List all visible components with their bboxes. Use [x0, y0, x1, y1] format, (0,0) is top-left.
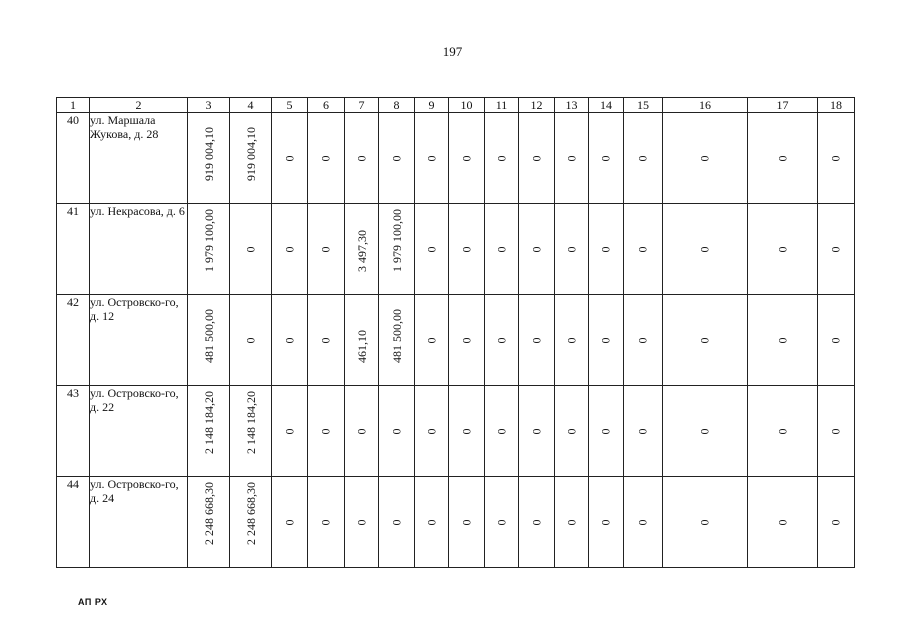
cell-value: 0: [697, 428, 712, 434]
table-row: [57, 113, 855, 204]
header-row: [57, 98, 855, 113]
table-cell: [308, 477, 345, 568]
cell-value: 3 497,30: [354, 230, 369, 272]
cell-value: 0: [389, 428, 403, 434]
cell-value: 0: [529, 519, 543, 525]
table-row: [57, 204, 855, 295]
table-cell: [818, 204, 855, 295]
table-cell: [624, 113, 663, 204]
cell-value: 1 979 100,00: [201, 209, 216, 272]
cell-value: 0: [494, 519, 508, 525]
table-cell: [272, 477, 308, 568]
table-cell: [272, 386, 308, 477]
table-cell: [748, 386, 818, 477]
row-number: 44: [57, 477, 90, 568]
table-cell: [589, 477, 624, 568]
cell-value: 0: [354, 428, 368, 434]
table-cell: [555, 204, 589, 295]
cell-value: 0: [354, 519, 368, 525]
table-cell: [272, 113, 308, 204]
cell-value: 0: [282, 337, 296, 343]
table-cell: [449, 477, 485, 568]
table-cell: [345, 295, 379, 386]
table-row: [57, 386, 855, 477]
cell-value: 0: [459, 246, 473, 252]
cell-value: 0: [697, 519, 712, 525]
table-cell: [379, 113, 415, 204]
cell-value: 0: [775, 519, 789, 525]
column-header: 13: [555, 98, 589, 113]
table-cell: [188, 204, 230, 295]
cell-value: 0: [775, 337, 789, 343]
table-cell: [230, 204, 272, 295]
cell-value: 461,10: [354, 330, 369, 363]
cell-value: 2 248 668,30: [243, 482, 258, 545]
cell-value: 0: [282, 519, 296, 525]
cell-value: 0: [828, 519, 843, 525]
table-cell: [555, 477, 589, 568]
cell-value: 0: [697, 155, 712, 161]
cell-value: 0: [697, 246, 712, 252]
table-cell: [345, 204, 379, 295]
cell-value: 0: [354, 155, 368, 161]
table-cell: [663, 113, 748, 204]
cell-value: 0: [598, 519, 613, 525]
column-header: 14: [589, 98, 624, 113]
cell-value: 0: [494, 155, 508, 161]
cell-value: 0: [564, 337, 578, 343]
table-cell: [485, 477, 519, 568]
table-cell: [485, 204, 519, 295]
cell-value: 481 500,00: [389, 309, 404, 363]
table-cell: [308, 295, 345, 386]
cell-value: 0: [494, 337, 508, 343]
table-row: [57, 477, 855, 568]
table-cell: [345, 113, 379, 204]
cell-value: 0: [424, 428, 438, 434]
table-cell: [624, 204, 663, 295]
cell-value: 0: [282, 428, 296, 434]
table-cell: [345, 386, 379, 477]
cell-value: 0: [243, 337, 257, 343]
table-cell: [589, 113, 624, 204]
table-cell: [379, 204, 415, 295]
column-header: 5: [272, 98, 308, 113]
table-cell: [818, 477, 855, 568]
cell-value: 0: [828, 246, 843, 252]
cell-value: 0: [529, 246, 543, 252]
cell-value: 0: [282, 155, 296, 161]
column-header: 16: [663, 98, 748, 113]
address-cell: ул. Некрасова, д. 6: [90, 204, 188, 295]
table-cell: [748, 113, 818, 204]
cell-value: 0: [828, 155, 843, 161]
table-cell: [519, 295, 555, 386]
address-cell: ул. Маршала Жукова, д. 28: [90, 113, 188, 204]
column-header: 9: [415, 98, 449, 113]
table-cell: [379, 295, 415, 386]
column-header: 4: [230, 98, 272, 113]
cell-value: 0: [389, 519, 403, 525]
column-header: 8: [379, 98, 415, 113]
cell-value: 0: [243, 246, 257, 252]
table-cell: [519, 113, 555, 204]
table-cell: [663, 477, 748, 568]
table-cell: [748, 204, 818, 295]
cell-value: 0: [494, 428, 508, 434]
table-cell: [308, 386, 345, 477]
table-cell: [308, 113, 345, 204]
table-cell: [519, 204, 555, 295]
column-header: 3: [188, 98, 230, 113]
cell-value: 0: [424, 246, 438, 252]
row-number: 41: [57, 204, 90, 295]
cell-value: 0: [828, 337, 843, 343]
table-cell: [272, 295, 308, 386]
table-cell: [519, 386, 555, 477]
column-header: 10: [449, 98, 485, 113]
cell-value: 0: [564, 428, 578, 434]
cell-value: 0: [775, 246, 789, 252]
cell-value: 0: [775, 428, 789, 434]
cell-value: 0: [635, 519, 650, 525]
cell-value: 0: [318, 246, 333, 252]
cell-value: 0: [424, 155, 438, 161]
table-cell: [485, 113, 519, 204]
table-cell: [230, 113, 272, 204]
cell-value: 0: [697, 337, 712, 343]
cell-value: 919 004,10: [201, 127, 216, 181]
cell-value: 0: [389, 155, 403, 161]
table-cell: [663, 204, 748, 295]
cell-value: 919 004,10: [243, 127, 258, 181]
table-cell: [589, 386, 624, 477]
cell-value: 0: [564, 155, 578, 161]
table-cell: [415, 204, 449, 295]
table-cell: [345, 477, 379, 568]
cell-value: 0: [459, 155, 473, 161]
table-cell: [555, 386, 589, 477]
table-cell: [663, 386, 748, 477]
cell-value: 0: [459, 337, 473, 343]
cell-value: 2 148 184,20: [243, 391, 258, 454]
cell-value: 0: [564, 519, 578, 525]
cell-value: 0: [529, 428, 543, 434]
cell-value: 0: [424, 519, 438, 525]
cell-value: 0: [598, 155, 613, 161]
table-cell: [818, 386, 855, 477]
cell-value: 0: [828, 428, 843, 434]
table-cell: [485, 386, 519, 477]
cell-value: 0: [635, 155, 650, 161]
cell-value: 0: [494, 246, 508, 252]
column-header: 11: [485, 98, 519, 113]
table-cell: [449, 113, 485, 204]
table-cell: [624, 295, 663, 386]
cell-value: 481 500,00: [201, 309, 216, 363]
table-cell: [230, 295, 272, 386]
table-cell: [272, 204, 308, 295]
table-cell: [415, 386, 449, 477]
address-cell: ул. Островско-го, д. 22: [90, 386, 188, 477]
cell-value: 2 248 668,30: [201, 482, 216, 545]
column-header: 12: [519, 98, 555, 113]
footer-mark: АП РХ: [78, 597, 108, 607]
address-cell: ул. Островско-го, д. 12: [90, 295, 188, 386]
table-cell: [485, 295, 519, 386]
cell-value: 0: [564, 246, 578, 252]
table-cell: [379, 477, 415, 568]
table-cell: [188, 113, 230, 204]
cell-value: 0: [529, 155, 543, 161]
cell-value: 0: [282, 246, 296, 252]
table-cell: [818, 113, 855, 204]
table-cell: [449, 204, 485, 295]
table-cell: [624, 477, 663, 568]
table-cell: [663, 295, 748, 386]
table-cell: [624, 386, 663, 477]
table-cell: [188, 477, 230, 568]
cell-value: 0: [598, 428, 613, 434]
table-cell: [188, 386, 230, 477]
table-cell: [519, 477, 555, 568]
cell-value: 0: [635, 428, 650, 434]
table-cell: [589, 204, 624, 295]
cell-value: 0: [318, 155, 333, 161]
table-cell: [748, 477, 818, 568]
column-header: 6: [308, 98, 345, 113]
data-table: [56, 97, 855, 568]
table-cell: [589, 295, 624, 386]
column-header: 17: [748, 98, 818, 113]
cell-value: 0: [598, 337, 613, 343]
column-header: 2: [90, 98, 188, 113]
column-header: 7: [345, 98, 379, 113]
address-cell: ул. Островско-го, д. 24: [90, 477, 188, 568]
column-header: 18: [818, 98, 855, 113]
table-cell: [379, 386, 415, 477]
cell-value: 0: [775, 155, 789, 161]
cell-value: 2 148 184,20: [201, 391, 216, 454]
cell-value: 0: [635, 246, 650, 252]
cell-value: 0: [635, 337, 650, 343]
table-row: [57, 295, 855, 386]
cell-value: 0: [318, 337, 333, 343]
table-cell: [555, 113, 589, 204]
table-cell: [415, 295, 449, 386]
cell-value: 0: [459, 428, 473, 434]
column-header: 15: [624, 98, 663, 113]
row-number: 40: [57, 113, 90, 204]
table-cell: [449, 386, 485, 477]
cell-value: 0: [318, 519, 333, 525]
table-cell: [230, 477, 272, 568]
cell-value: 0: [529, 337, 543, 343]
row-number: 42: [57, 295, 90, 386]
cell-value: 0: [318, 428, 333, 434]
table-cell: [818, 295, 855, 386]
table-cell: [449, 295, 485, 386]
cell-value: 0: [459, 519, 473, 525]
table-cell: [555, 295, 589, 386]
table-cell: [188, 295, 230, 386]
page-number: 197: [442, 44, 463, 59]
table-cell: [308, 204, 345, 295]
cell-value: 0: [424, 337, 438, 343]
table-cell: [415, 477, 449, 568]
table-cell: [748, 295, 818, 386]
column-header: 1: [57, 98, 90, 113]
table-cell: [415, 113, 449, 204]
table-cell: [230, 386, 272, 477]
cell-value: 0: [598, 246, 613, 252]
cell-value: 1 979 100,00: [389, 209, 404, 272]
row-number: 43: [57, 386, 90, 477]
